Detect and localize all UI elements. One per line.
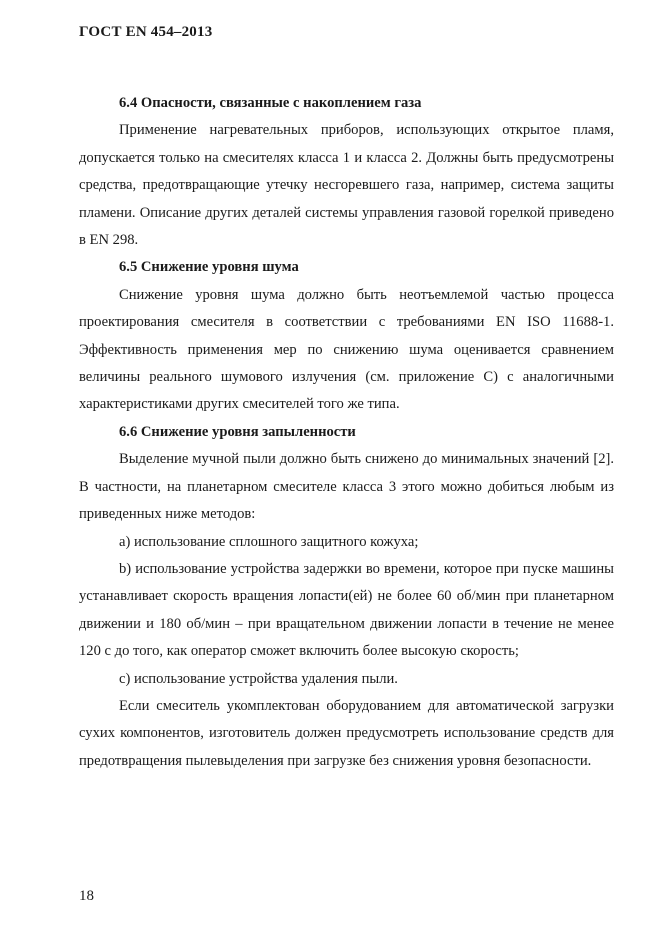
paragraph: Если смеситель укомплектован оборудованием для автоматической загрузки сухих компонентов, изготовитель должен предусмотреть использование средств для предотвращения пылевыделения при загрузке без снижения уровня безопасности. [79,697,614,769]
list-item: b) использование устройства задержки во времени, которое при пуске машины устанавливает скорость вращения лопасти(ей) не более 60 об/мин при планетарном движении и 180 об/мин – при вращательном движении лопасти в течение не менее 120 с до того, как оператор сможет включить более высокую скорость; [79,560,614,660]
page-number: 18 [79,888,94,904]
paragraph: Выделение мучной пыли должно быть снижено до минимальных значений [2]. В частности, на планетарном смесителе класса 3 этого можно добиться любым из приведенных ниже методов: [79,451,614,523]
section-heading: 6.5 Снижение уровня шума [119,259,299,276]
paragraph: Применение нагревательных приборов, использующих открытое пламя, допускается только на смесителях класса 1 и класса 2. Должны быть предусмотрены средства, предотвращающие утечку несгоревшего газа, например, система защиты пламени. Описание других деталей системы управления газовой горелкой приведено в EN 298. [79,122,614,249]
document-body [79,90,614,775]
paragraph: Снижение уровня шума должно быть неотъемлемой частью процесса проектирования смесителя в соответствии с требованиями EN ISO 11688-1. Эффективность применения мер по снижению шума оценивается сравнением величины реального шумового излучения (см. приложение С) с аналогичными характеристиками других смесителей того же типа. [79,286,614,413]
section-heading: 6.6 Снижение уровня запыленности [119,423,356,440]
section-heading: 6.4 Опасности, связанные с накоплением газа [119,95,422,111]
document-header: ГОСТ EN 454–2013 [79,24,213,40]
list-item: c) использование устройства удаления пыли. [119,670,398,687]
list-item: a) использование сплошного защитного кожуха; [119,533,419,550]
